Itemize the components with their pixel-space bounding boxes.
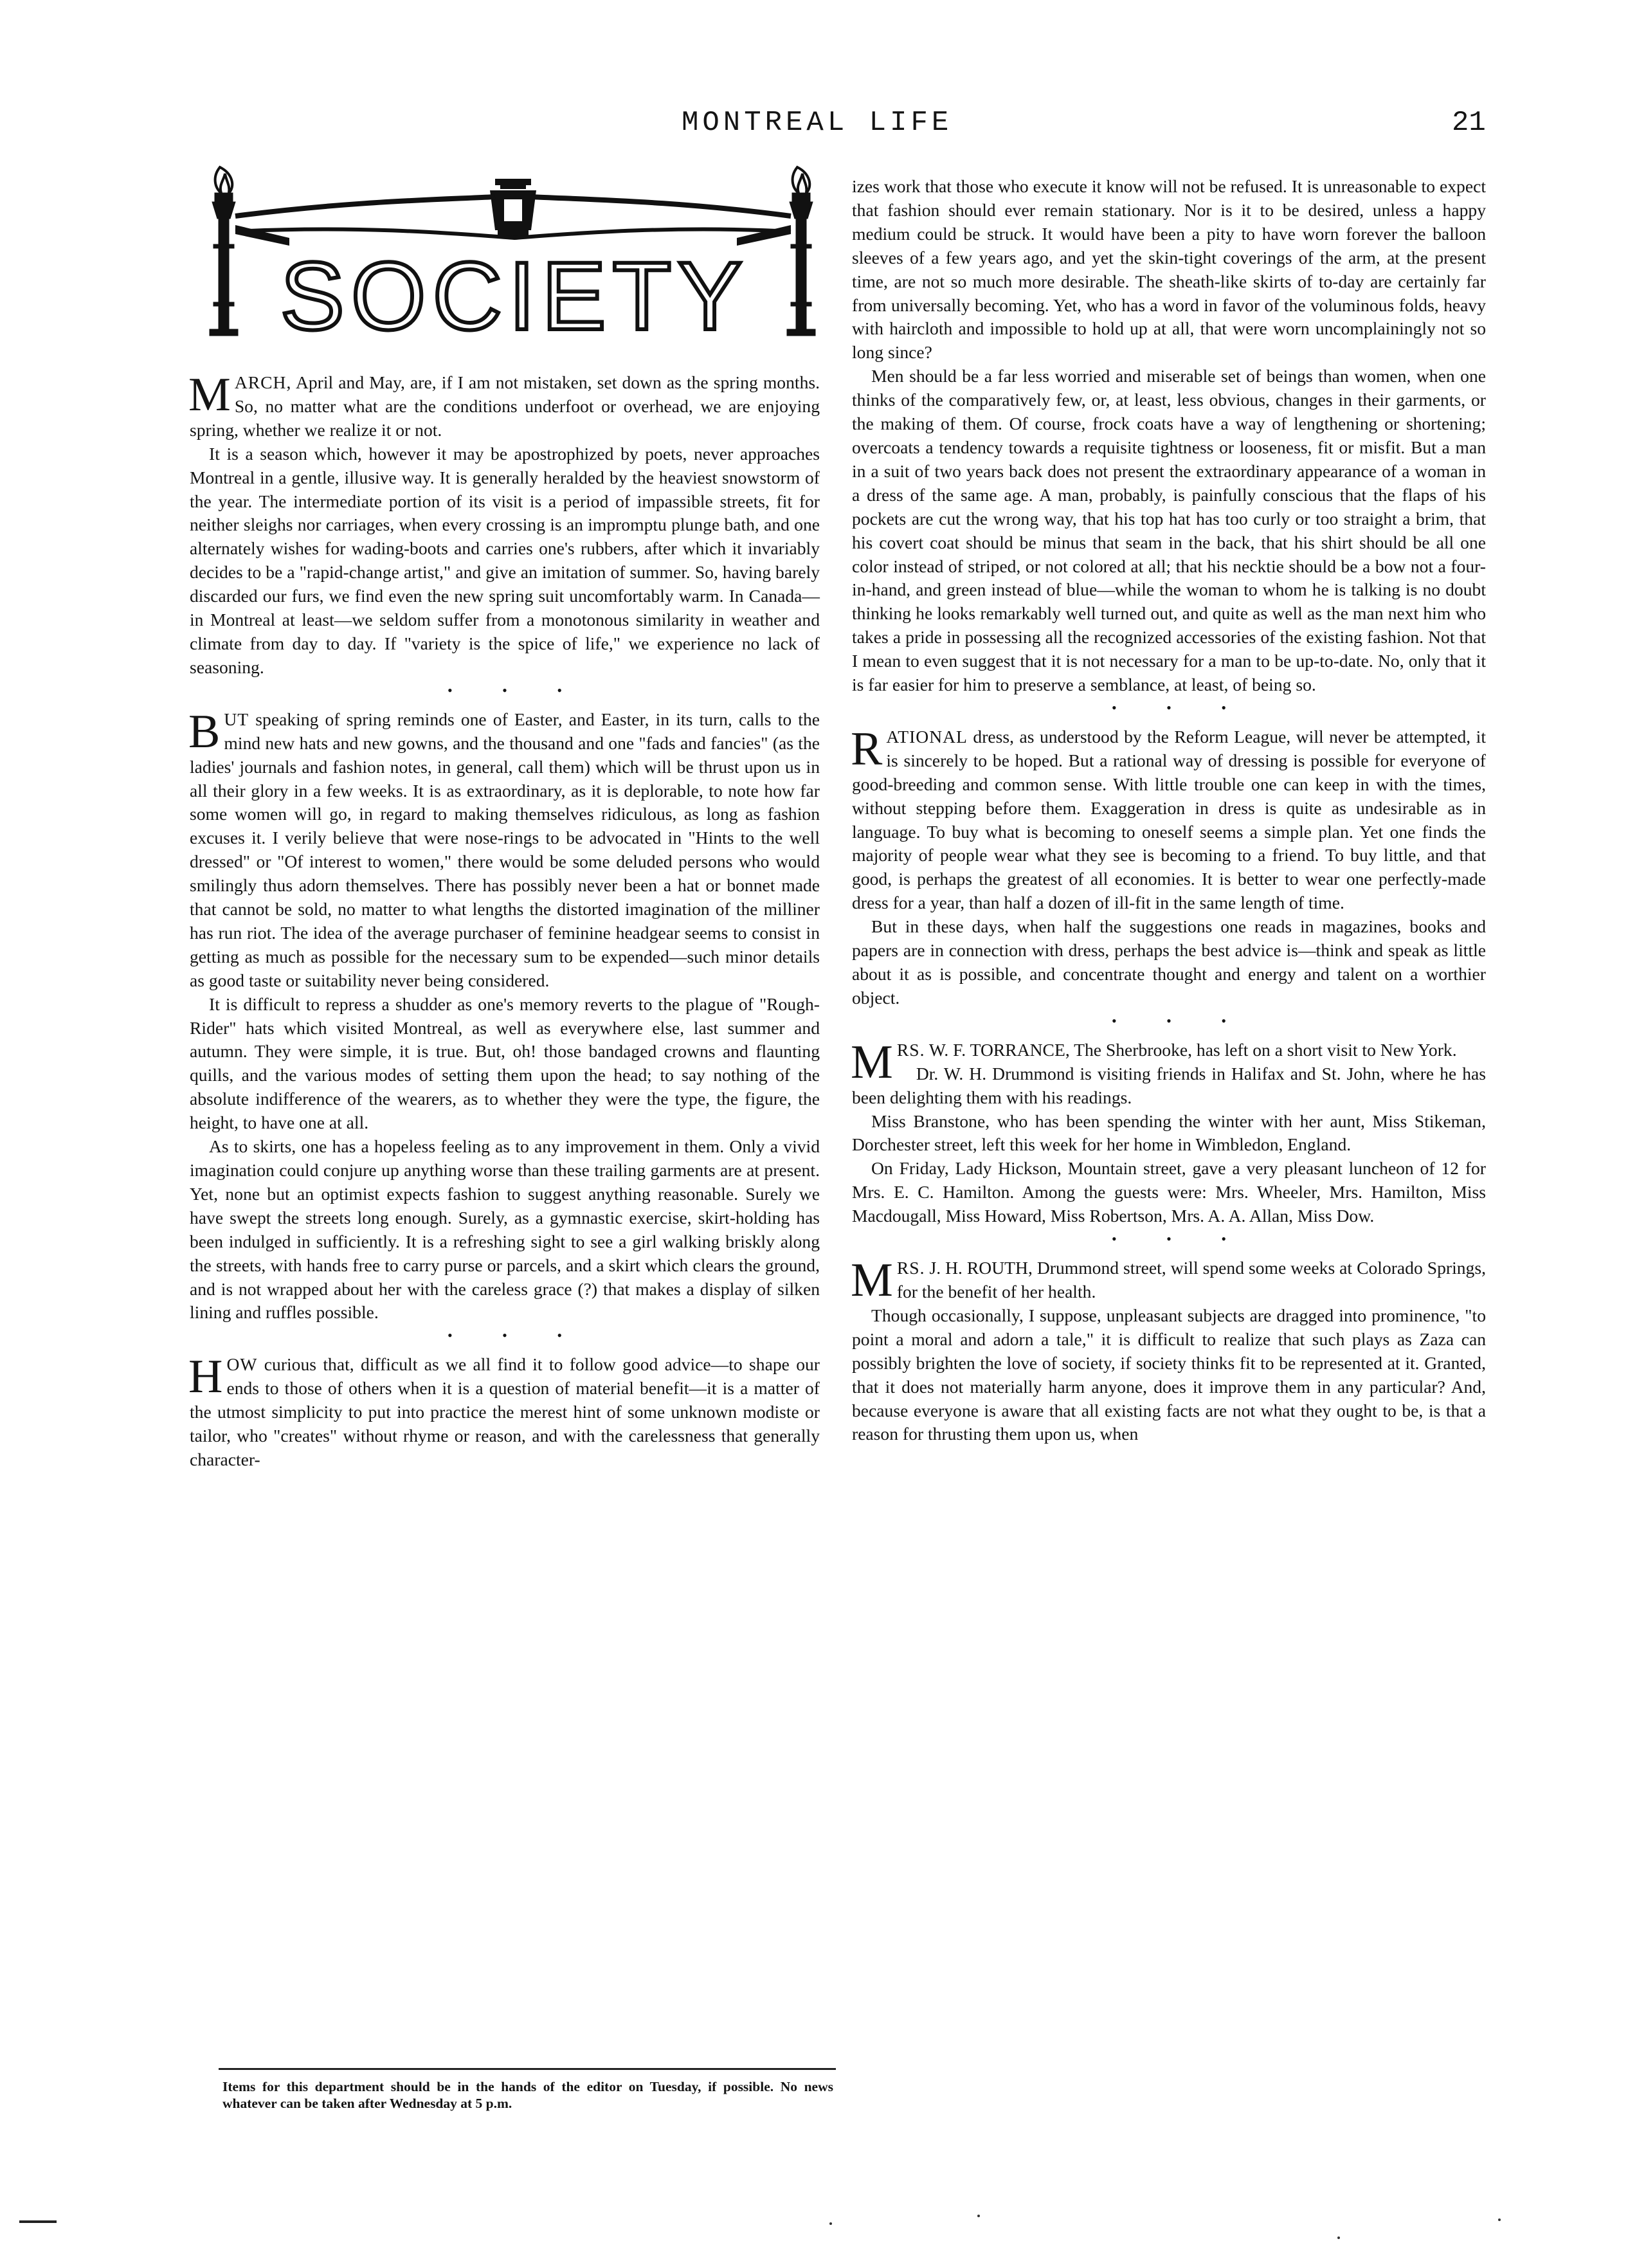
paragraph [851, 1254, 1486, 1307]
paragraph [852, 1157, 1486, 1228]
margin-mark [19, 2220, 57, 2223]
paragraph-text: It is a season which, however it may be apostrophized by poets, never approaches Montreal in a gentle, illusive way. It is generally heralded by the heaviest snowstorm of the year. The intermediate portion of its visit is a period of impassible streets, fit for neither sleighs nor carriages, when every crossing is an impromptu plunge bath, and one alternately wishes for wading-boots and carries one's rubbers, after which it invariably decides to be a "rapid-change artist," and give an imitation of summer. So, having barely discarded our furs, we find even the new spring suit uncomfortably warm. In Canada—in Montreal at least—we seldom suffer from a monotonous similarity in weather and climate from day to day. If "variety is the spice of life," we experience no lack of seasoning. [190, 443, 820, 677]
banner-title: SOCIETY [280, 242, 749, 347]
paragraph [188, 705, 820, 993]
print-speck [1337, 2236, 1340, 2239]
paragraph-text: Though occasionally, I suppose, unpleasant subjects are dragged into prominence, "to point a moral and adorn a tale," it is difficult to realize that such plays as Zaza can possibly brighten the love of society, if society thinks fit to be represented at it. Granted, that it does not materially harm anyone, does it improve them in any particular? And, because everyone is aware that all existing facts are not what they ought to be, is that a reason for thrusting them upon us, when [852, 1305, 1486, 1444]
right-column [852, 175, 1486, 1446]
small-caps-lead: RS. [896, 1039, 925, 1060]
drop-cap: M [188, 368, 231, 421]
footnote: Items for this department should be in the hands of the editor on Tuesday, if possible. No news whatever can be taken after Wednesday at 5 p.m. [222, 2079, 833, 2111]
print-speck [977, 2215, 980, 2217]
paragraph [852, 365, 1486, 697]
paragraph-text: speaking of spring reminds one of Easter, and Easter, in its turn, calls to the mind new hats and new gowns, and the thousand and one "fads and fancies" (as the ladies' journals and fashion notes, in general, call them) which will be thrust upon us in all their glory in a few weeks. It is as extraordinary, as it is deplorable, to note how far some women will go, in regard to making themselves ridiculous, as long as fashion excuses it. I verily believe that were nose-rings to be advocated in "Hints to the well dressed" or "Of interest to women," there would be some deluded persons who would smilingly thus adorn themselves. There has possibly never been a hat or bonnet made that cannot be sold, no matter to what lengths the distorted imagination of the milliner has run riot. The idea of the average purchaser of feminine headgear seems to consist in getting as much as possible for the necessary sum to be expended—such minor details as good taste or suitability never being considered. [190, 709, 820, 990]
paragraph-text: curious that, difficult as we all find it to follow good advice—to shape our ends to those of others when it is a question of material benefit—it is a matter of the utmost simplicity to put into practice the merest hint of some unknown modiste or tailor, who "creates" without rhyme or reason, and with the carelessness that generally character- [190, 1354, 820, 1469]
paragraph-text: W. F. TORRANCE, The Sherbrooke, has left on a short visit to New York. [925, 1039, 1457, 1060]
paragraph [190, 993, 820, 1135]
small-caps-lead: OW [226, 1354, 258, 1375]
paragraph [188, 368, 820, 442]
right-torch-icon [787, 167, 815, 336]
paragraph [188, 1350, 820, 1472]
drop-cap: B [188, 705, 221, 758]
paragraph-text: izes work that those who execute it know will not be refused. It is unreasonable to expect that fashion should ever remain stationary. Nor is it to be desired, unless a happy medium could be struck. It would have been a pity to have worn forever the balloon sleeves of a few years ago, and yet the skin-tight coverings of the arm, at the present time, are not so much more desirable. The sheath-like skirts of to-day are certainly far from universally becoming. Yet, who has a word in favor of the voluminous folds, heavy with haircloth and impossible to hold up at all, that were worn uncomplainingly not so long since? [852, 176, 1486, 363]
paragraph-text: Dr. W. H. Drummond is visiting friends in Halifax and St. John, where he has been delighting them with his readings. [852, 1063, 1486, 1107]
left-torch-icon [210, 167, 238, 336]
section-divider: • • • [1111, 699, 1250, 716]
paragraph-text: On Friday, Lady Hickson, Mountain street, gave a very pleasant luncheon of 12 for Mrs. E. C. Hamilton. Among the guests were: Mrs. Wheeler, Mrs. Hamilton, Miss Macdougall, Miss Howard, Miss Robertson, Mrs. A. A. Allan, Miss Dow. [852, 1158, 1486, 1226]
drop-cap: R [851, 722, 883, 776]
paragraph-text: But in these days, when half the suggestions one reads in magazines, books and papers are in connection with dress, perhaps the best advice is—think and speak as little about it as is possible, and concentrate thought and energy and talent on a worthier object. [852, 916, 1486, 1008]
lantern-icon [490, 179, 536, 237]
paragraph-text: dress, as understood by the Reform League, will never be attempted, it is sincerely to be hoped. But a rational way of dressing is possible for everyone of good-breeding and common sense. With little trouble one can keep in with the times, without stepping before them. Exaggeration in dress is quite as undesirable as in language. To buy what is becoming to oneself seems a simple plan. Yet one finds the majority of people wear what they see is becoming to a friend. To buy little, and that good, is perhaps the greatest of all economies. It is better to wear one perfectly-made dress for a year, than half a dozen of ill-fit in the same length of time. [852, 726, 1486, 913]
paragraph [852, 915, 1486, 1010]
page-number: 21 [1452, 107, 1486, 139]
left-column [188, 368, 820, 1472]
paragraph-text: It is difficult to repress a shudder as one's memory reverts to the plague of "Rough-Rider" hats which visited Montreal, as well as everywhere else, last summer and autumn. They were simple, it is true. But, oh! those bandaged crowns and flaunting quills, and the various modes of setting them upon the head; to say nothing of the absolute indifference of the wearers, as to whether they were the type, the figure, the height, to have one at all. [190, 993, 820, 1133]
paragraph-text: Miss Branstone, who has been spending the winter with her aunt, Miss Stikeman, Dorchester street, left this week for her home in Wimbledon, England. [852, 1111, 1486, 1155]
paragraph [852, 1110, 1486, 1157]
paragraph [851, 722, 1486, 915]
section-divider: • • • [447, 1327, 586, 1344]
paragraph [852, 1304, 1486, 1446]
paragraph-text: April and May, are, if I am not mistaken, set down as the spring months. So, no matter what are the conditions underfoot or overhead, we are enjoying spring, whether we realize it or not. [190, 372, 820, 440]
running-head: MONTREAL LIFE [682, 107, 953, 139]
paragraph [190, 1135, 820, 1325]
paragraph-text: J. H. ROUTH, Drummond street, will spend some weeks at Colorado Springs, for the benefit of her health. [896, 1258, 1486, 1302]
society-banner [193, 154, 836, 347]
drop-cap: H [188, 1350, 223, 1404]
small-caps-lead: UT [224, 709, 249, 729]
paragraph-text: As to skirts, one has a hopeless feeling as to any improvement in them. Only a vivid imagination could conjure up anything worse than these trailing garments are at present. Yet, none but an optimist expects fashion to suggest anything reasonable. Surely we have swept the streets long enough. Surely, as a gymnastic exercise, skirt-holding has been indulged in sufficiently. It is a refreshing sight to see a girl walking briskly along the streets, with hands free to carry purse or parcels, and a skirt which clears the ground, and is not wrapped about her with the careless grace (?) that makes a display of silken lining and ruffles possible. [190, 1136, 820, 1323]
section-divider: • • • [1111, 1231, 1250, 1247]
section-divider: • • • [447, 682, 586, 698]
paragraph [852, 1062, 1486, 1110]
drop-cap: M [851, 1254, 893, 1307]
paragraph-text: Men should be a far less worried and miserable set of beings than women, when one thinks of the comparatively few, or, at least, less obvious, changes in their garments, or the making of them. Of course, frock coats have a way of lengthening or shortening; overcoats a tendency towards a requisite tightness or looseness, fit or misfit. But a man in a suit of two years back does not present the extraordinary appearance of a woman in a dress of the same age. A man, probably, is painfully conscious that the flaps of his pockets are cut the wrong way, that his top hat has too curly or too straight a brim, that his covert coat should be minus that seam in the back, that his shirt should be all one color instead of striped, or not colored at all; that his necktie should be a bow not a four-in-hand, and green instead of blue—while the woman to whom he is talking is no doubt thinking he looks remarkably well turned out, and quite as well as the man next him who takes a pride in possessing all the recognized accessories of the existing fashion. Not that I mean to even suggest that it is not necessary for a man to be up-to-date. No, only that it is far easier for him to preserve a semblance, at least, of being so. [852, 366, 1486, 695]
paragraph [190, 442, 820, 680]
print-speck [829, 2222, 832, 2225]
small-caps-lead: RS. [896, 1258, 925, 1278]
small-caps-lead: ATIONAL [886, 726, 968, 747]
paragraph [852, 175, 1486, 365]
print-speck [1498, 2218, 1501, 2221]
footnote-rule [219, 2068, 836, 2070]
section-divider: • • • [1111, 1012, 1250, 1029]
drop-cap: M [851, 1035, 893, 1089]
small-caps-lead: ARCH, [234, 372, 292, 392]
